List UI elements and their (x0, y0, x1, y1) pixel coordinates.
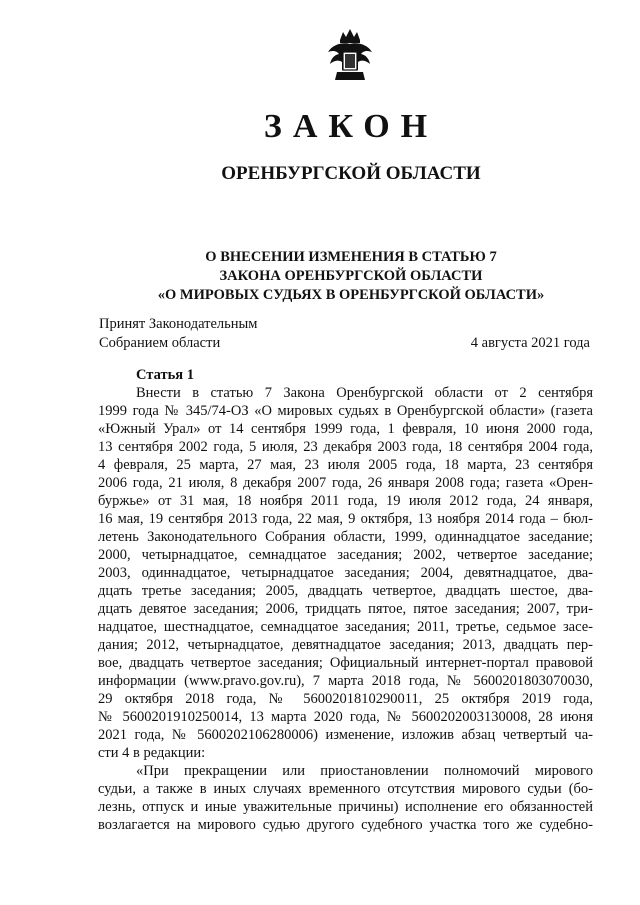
text-line: 4 февраля, 25 марта, 27 мая, 23 июля 2005 года, 18 марта, 23 сентября (98, 457, 593, 473)
text-line: 2006 года, 21 июля, 8 декабря 2007 года, 26 января 2008 года; газета «Орен- (98, 475, 593, 491)
text-line: «Южный Урал» от 14 сентября 1999 года, 1 февраля, 10 июня 2000 года, (98, 421, 593, 437)
law-region-subtitle: ОРЕНБУРГСКОЙ ОБЛАСТИ (221, 163, 481, 184)
text-line: «При прекращении или приостановлении полномочий мирового (136, 763, 593, 779)
text-line: сти 4 в редакции: (98, 745, 206, 761)
heading-line: ЗАКОНА ОРЕНБУРГСКОЙ ОБЛАСТИ (219, 268, 483, 284)
text-line: информации (www.pravo.gov.ru), 7 марта 2018 года, № 5600201803070030, (98, 673, 593, 689)
text-line: № 5600201910250014, 13 марта 2020 года, № 5600202003130008, 28 июня (98, 709, 593, 725)
text-line: судьи, а также в иных случаях временного отсутствия мирового судьи (бо- (98, 781, 593, 797)
text-line: возлагается на мирового судью другого судебного участка того же судебно- (98, 817, 593, 833)
text-line: 13 сентября 2002 года, 5 июля, 23 декабря 2003 года, 18 сентября 2004 года, (98, 439, 593, 455)
text-line: лезнь, отпуск и иные уважительные причины) исполнение его обязанностей (98, 799, 593, 815)
text-line: дцать девятое заседания; 2006, тридцать пятое, пятое заседания; 2007, три- (98, 601, 593, 617)
article-body (98, 384, 593, 834)
text-line: 2003, одиннадцатое, четырнадцатое заседания; 2004, девятнадцатое, два- (98, 565, 593, 581)
text-line: дания; 2012, четырнадцатое, девятнадцатое заседания; 2013, двадцать пер- (98, 637, 593, 653)
text-line: вое, двадцать четвертое заседания; Официальный интернет-портал правовой (98, 655, 593, 671)
heading-line: «О МИРОВЫХ СУДЬЯХ В ОРЕНБУРГСКОЙ ОБЛАСТИ» (157, 287, 545, 303)
coat-of-arms-icon (325, 26, 375, 82)
text-line: 16 мая, 19 сентября 2013 года, 22 мая, 9 октября, 13 ноября 2014 года – бюл- (98, 511, 593, 527)
adoption-note-line: Принят Законодательным (99, 316, 258, 332)
law-heading (0, 248, 640, 305)
text-line: буржье» от 31 мая, 18 ноября 2011 года, 19 июля 2012 года, 24 января, (98, 493, 593, 509)
text-line: дцать третье заседания; 2005, двадцать четвертое, двадцать шестое, два- (98, 583, 593, 599)
text-line: Внести в статью 7 Закона Оренбургской области от 2 сентября (136, 385, 593, 401)
adoption-note-line: Собранием области (99, 335, 221, 351)
text-line: 29 октября 2018 года, № 5600201810290011, 25 октября 2019 года, (98, 691, 593, 707)
text-line: 2021 года, № 5600202106280006) изменение, изложив абзац четвертый ча- (98, 727, 593, 743)
text-line: надцатое, шестнадцатое, семнадцатое заседания; 2011, третье, седьмое засе- (98, 619, 593, 635)
law-title: ЗАКОН (263, 108, 439, 145)
article-title: Статья 1 (136, 367, 194, 383)
adoption-date: 4 августа 2021 года (470, 335, 590, 351)
heading-line: О ВНЕСЕНИИ ИЗМЕНЕНИЯ В СТАТЬЮ 7 (205, 249, 497, 265)
text-line: летень Законодательного Собрания области, 1999, одиннадцатое заседание; (98, 529, 593, 545)
text-line: 2000, четырнадцатое, семнадцатое заседания; 2002, четвертое заседание; (98, 547, 593, 563)
adoption-note (99, 315, 257, 353)
text-line: 1999 года № 345/74-ОЗ «О мировых судьях в Оренбургской области» (газета (98, 403, 593, 419)
